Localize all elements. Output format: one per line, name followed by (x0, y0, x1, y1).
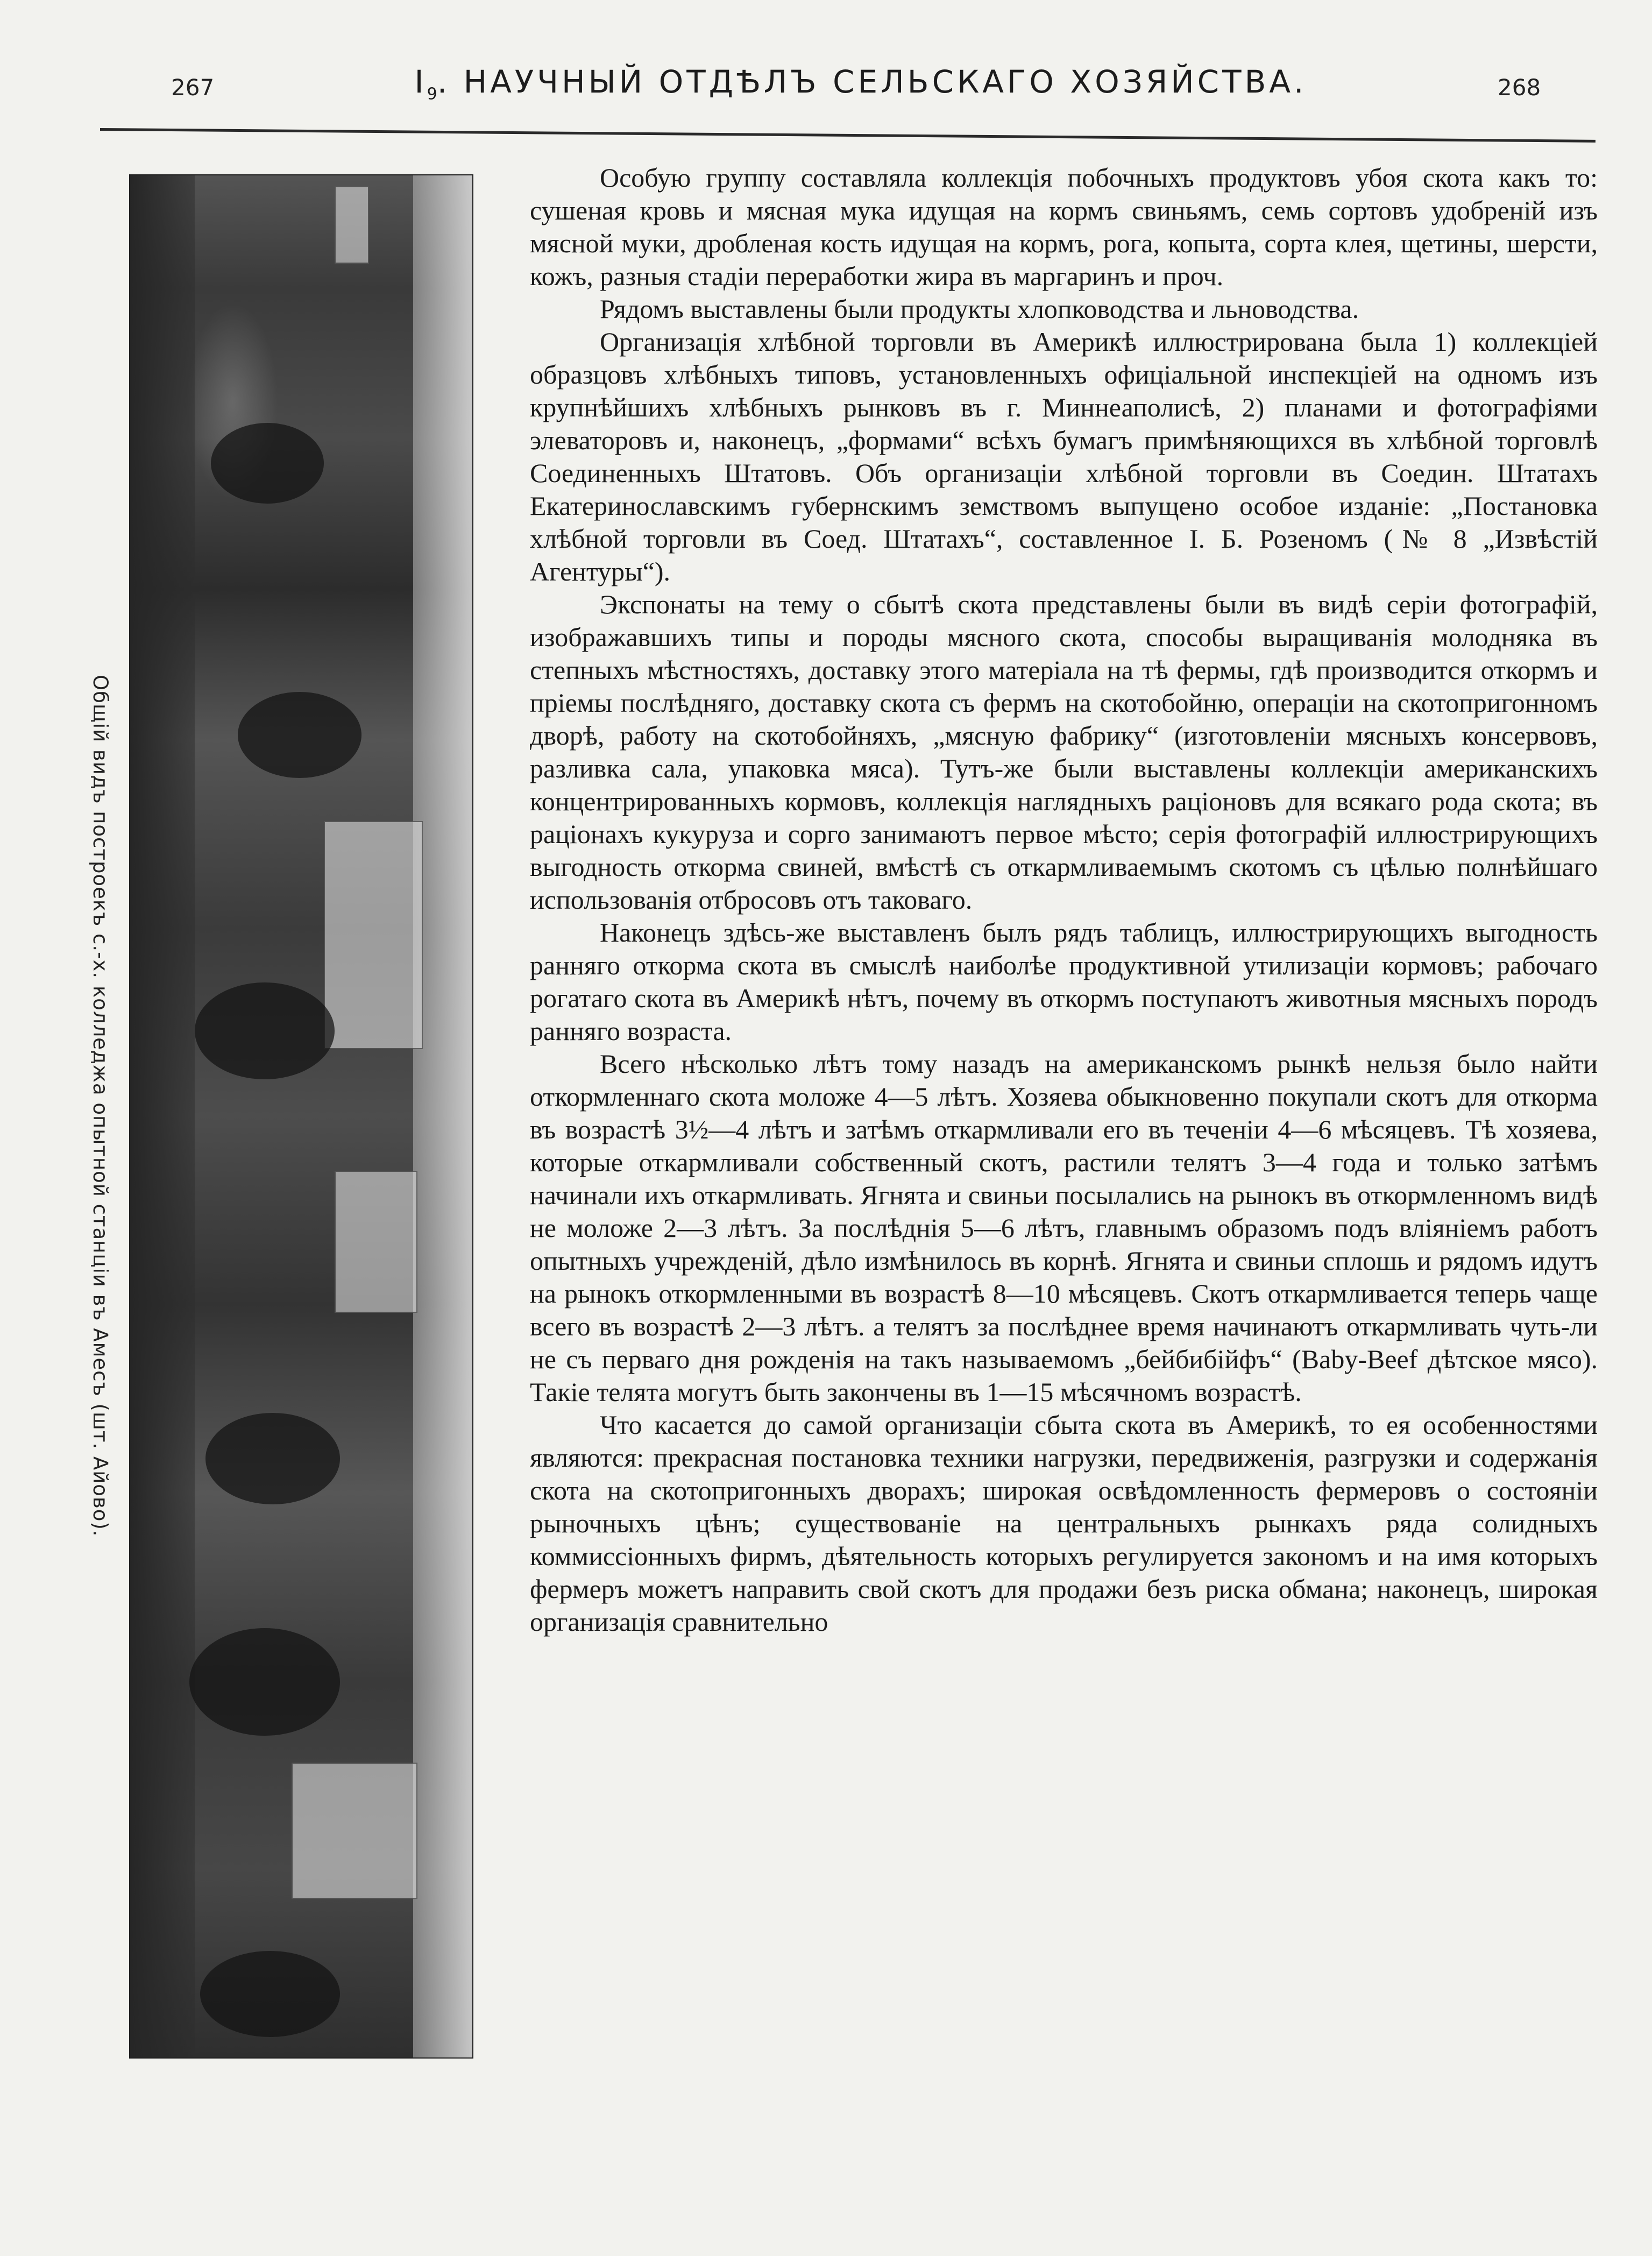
paragraph: Наконецъ здѣсь-же выставленъ былъ рядъ таблицъ, иллюстрирующихъ выгодность ранняго откорма скота въ смыслѣ наиболѣе продуктивной утилизаціи кормовъ; рабочаго рогатаго скота въ Америкѣ нѣтъ, почему въ откормъ поступаютъ животныя мясныхъ породъ ранняго возраста. (530, 917, 1598, 1046)
figure-caption: Общій видъ построекъ с.-х. колледжа опытной станціи въ Амесъ (шт. Айово). (89, 675, 112, 1537)
photo-tree (205, 1413, 340, 1504)
photo-road-band (413, 175, 472, 2057)
photo-sky-band (130, 175, 195, 2057)
body-text (530, 161, 1598, 1638)
photo-building-tower (335, 186, 369, 264)
photo-tree (211, 423, 324, 504)
page-number-left: 267 (171, 74, 215, 101)
paragraph: Рядомъ выставлены были продукты хлопководства и льноводства. (600, 294, 1359, 324)
photo-tree (189, 1628, 340, 1736)
photo-building-main (324, 821, 423, 1049)
paragraph: Экспонаты на тему о сбытѣ скота представлены были въ видѣ серіи фотографій, изображавшихъ типы и породы мясного скота, способы выращиванія молодняка въ степныхъ мѣстностяхъ, доставку этого матеріала на тѣ фермы, гдѣ производится откормъ и пріемы послѣдняго, доставку скота съ фермъ на скотобойню, операціи на скотопригонномъ дворѣ, работу на скотобойняхъ, „мясную фабрику“ (изготовленіи мясныхъ консервовъ, разливка сала, упаковка мяса). Тутъ-же были выставлены коллекціи американскихъ концентрированныхъ кормовъ, коллекція наглядныхъ раціоновъ для всякаго рода скота; въ раціонахъ кукуруза и сорго занимаютъ первое мѣсто; серія фотографій иллюстрирующихъ выгодность откорма свиней, вмѣстѣ съ откармливаемымъ скотомъ съ цѣлью полнѣйшаго использованія отбросовъ отъ таковаго. (530, 589, 1598, 915)
paragraph: Всего нѣсколько лѣтъ тому назадъ на американскомъ рынкѣ нельзя было найти откормленнаго скота моложе 4—5 лѣтъ. Хозяева обыкновенно покупали скотъ для откорма въ возрастѣ 3½—4 лѣтъ и затѣмъ откармливали его въ теченіи 4—6 мѣсяцевъ. Тѣ хозяева, которые откармливали собственный скотъ, растили телятъ 3—4 года и только затѣмъ начинали ихъ откармливать. Ягнята и свиньи посылались на рынокъ въ откормленномъ видѣ не моложе 2—3 лѣтъ. За послѣднія 5—6 лѣтъ, главнымъ образомъ подъ вліяніемъ работъ опытныхъ учрежденій, дѣло измѣнилось въ корнѣ. Ягнята и свиньи сплошь и рядомъ идутъ на рынокъ откормленными въ возрастѣ 8—10 мѣсяцевъ. Скотъ откармливается теперь чаще всего въ возрастѣ 2—3 лѣтъ. а телятъ за послѣднее время начинаютъ откармливать чуть-ли не съ перваго дня рожденія на такъ называемомъ „бейбибійфъ“ (Baby-Beef дѣтское мясо). Такіе телята могутъ быть закончены въ 1—15 мѣсячномъ возрастѣ. (530, 1049, 1598, 1407)
paragraph: Особую группу составляла коллекція побочныхъ продуктовъ убоя скота какъ то: сушеная кровь и мясная мука идущая на кормъ свиньямъ, семь сортовъ удобреній изъ мясной муки, дробленая кость идущая на кормъ, рога, копыта, сорта клея, щетины, шерсти, кожъ, разныя стадіи переработки жира въ маргаринъ и проч. (530, 162, 1598, 291)
photo-tree (238, 692, 361, 778)
section-subscript: 9 (427, 84, 437, 104)
photo-building-barn (292, 1763, 417, 1899)
photo-tree (195, 982, 335, 1079)
section-numeral: I (414, 63, 427, 100)
photo-building-hall (335, 1171, 417, 1313)
photo-tree (200, 1951, 340, 2037)
page-header (0, 0, 1652, 140)
paragraph: Что касается до самой организаціи сбыта скота въ Америкѣ, то ея особенностями являются: прекрасная постановка техники нагрузки, передвиженія, разгрузки и содержанія скота на скотопригонныхъ дворахъ; широкая освѣдомленность фермеровъ о состояніи рыночныхъ цѣнъ; существованіе на центральныхъ рынкахъ ряда солидныхъ коммиссіонныхъ фирмъ, дѣятельность которыхъ регулируется закономъ и на имя которыхъ фермеръ можетъ направить свой скотъ для продажи безъ риска обмана; наконецъ, широкая организація сравнительно (530, 1410, 1598, 1637)
page-number-right: 268 (1498, 74, 1541, 101)
panorama-photo (129, 174, 473, 2059)
running-title-text: . НАУЧНЫЙ ОТДѢЛЪ СЕЛЬСКАГО ХОЗЯЙСТВА. (437, 63, 1307, 100)
running-title (355, 63, 1366, 104)
paragraph: Организація хлѣбной торговли въ Америкѣ иллюстрирована была 1) коллекціей образцовъ хлѣбныхъ типовъ, установленныхъ офиціальной инспекціей на одномъ изъ крупнѣйшихъ хлѣбныхъ рынковъ въ г. Миннеаполисѣ, 2) планами и фотографіями элеваторовъ и, наконецъ, „формами“ всѣхъ бумагъ примѣняющихся въ хлѣбной торговлѣ Соединенныхъ Штатовъ. Объ организаціи хлѣбной торговли въ Соедин. Штатахъ Екатеринославскимъ губернскимъ земствомъ выпущено особое изданіе: „Постановка хлѣбной торговли въ Соед. Штатахъ“, составленное I. Б. Розеномъ (№ 8 „Извѣстій Агентуры“). (530, 327, 1598, 586)
header-rule (100, 128, 1596, 143)
